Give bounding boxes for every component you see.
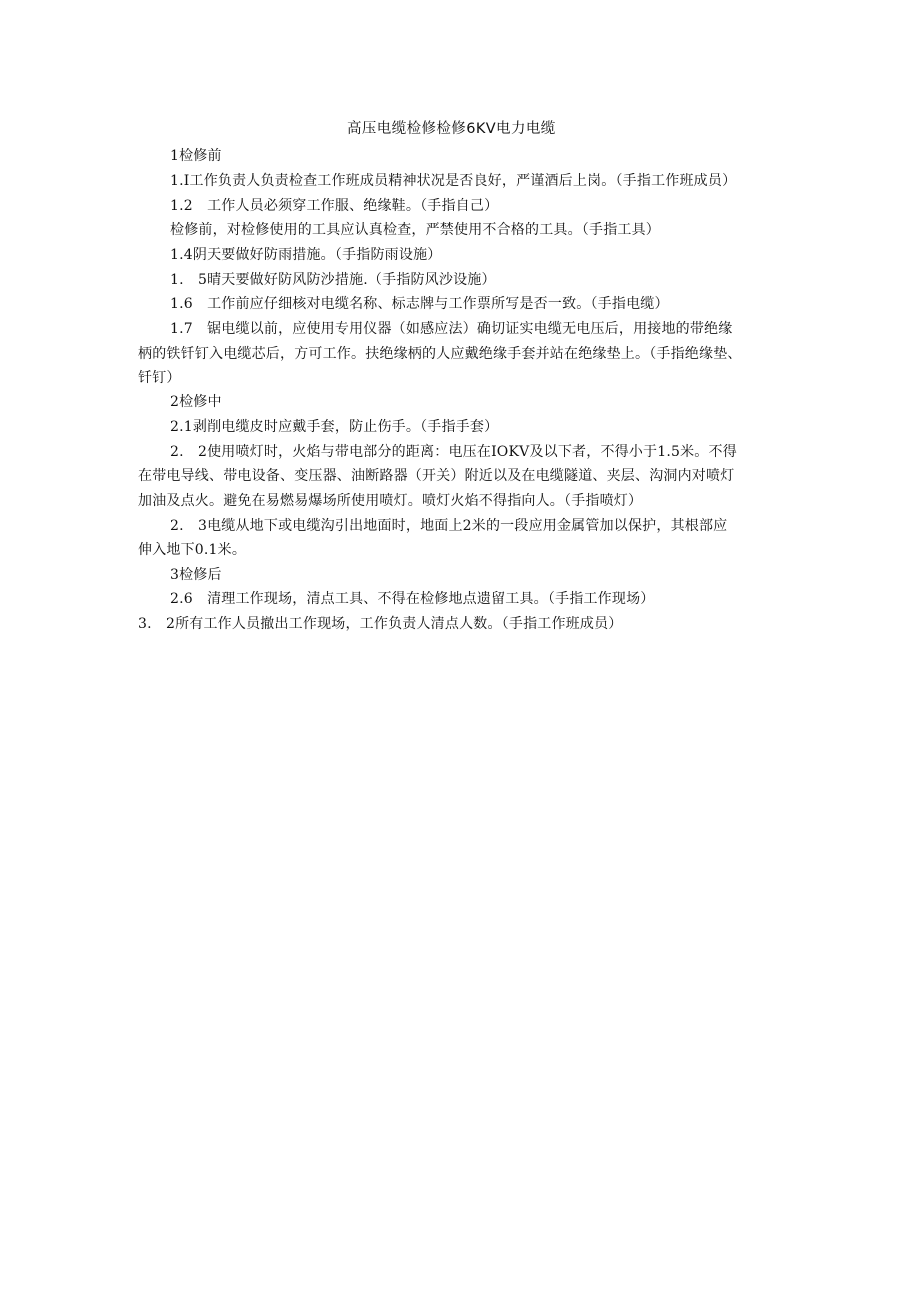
paragraph-line: 1.4阴天要做好防雨措施。（手指防雨设施）	[170, 247, 442, 263]
paragraph-line: 1.7 锯电缆以前，应使用专用仪器（如感应法）确切证实电缆无电压后，用接地的带绝缘	[170, 321, 733, 337]
paragraph-line: 3. 2所有工作人员撤出工作现场，工作负责人清点人数。（手指工作班成员）	[138, 616, 623, 632]
paragraph-line: 2.6 清理工作现场，清点工具、不得在检修地点遗留工具。（手指工作现场）	[170, 591, 655, 607]
paragraph-line: 2. 3电缆从地下或电缆沟引出地面时，地面上2米的一段应用金属管加以保护，其根部应	[170, 518, 728, 534]
paragraph-line: 1.I工作负责人负责检查工作班成员精神状况是否良好，严谨酒后上岗。（手指工作班成员）	[170, 173, 737, 189]
paragraph-line: 2.1剥削电缆皮时应戴手套，防止伤手。（手指手套）	[170, 419, 499, 435]
document-title: 高压电缆检修检修6KV电力电缆	[347, 121, 556, 137]
paragraph-line: 2. 2使用喷灯时，火焰与带电部分的距离：电压在IOKV及以下者，不得小于1.5米。不得	[170, 444, 737, 460]
paragraph-line: 加油及点火。避免在易燃易爆场所使用喷灯。喷灯火焰不得指向人。（手指喷灯）	[138, 493, 643, 509]
paragraph-line: 钎钉）	[138, 370, 181, 386]
paragraph-line: 在带电导线、带电设备、变压器、油断路器（开关）附近以及在电缆隧道、夹层、沟洞内对喷灯	[138, 468, 735, 484]
paragraph-line: 1.6 工作前应仔细核对电缆名称、标志牌与工作票所写是否一致。（手指电缆）	[170, 296, 669, 312]
paragraph-line: 检修前，对检修使用的工具应认真检查，严禁使用不合格的工具。（手指工具）	[170, 222, 660, 238]
paragraph-line: 1. 5晴天要做好防风防沙措施.（手指防风沙设施）	[170, 272, 496, 288]
section-heading-during: 2检修中	[170, 394, 222, 410]
paragraph-line: 1.2 工作人员必须穿工作服、绝缘鞋。（手指自己）	[170, 198, 499, 214]
paragraph-line: 伸入地下0.1米。	[138, 542, 247, 558]
section-heading-after: 3检修后	[170, 567, 222, 583]
section-heading-before: 1检修前	[170, 148, 222, 164]
paragraph-line: 柄的铁钎钉入电缆芯后，方可工作。扶绝缘柄的人应戴绝缘手套并站在绝缘垫上。（手指绝缘垫、	[138, 346, 742, 362]
